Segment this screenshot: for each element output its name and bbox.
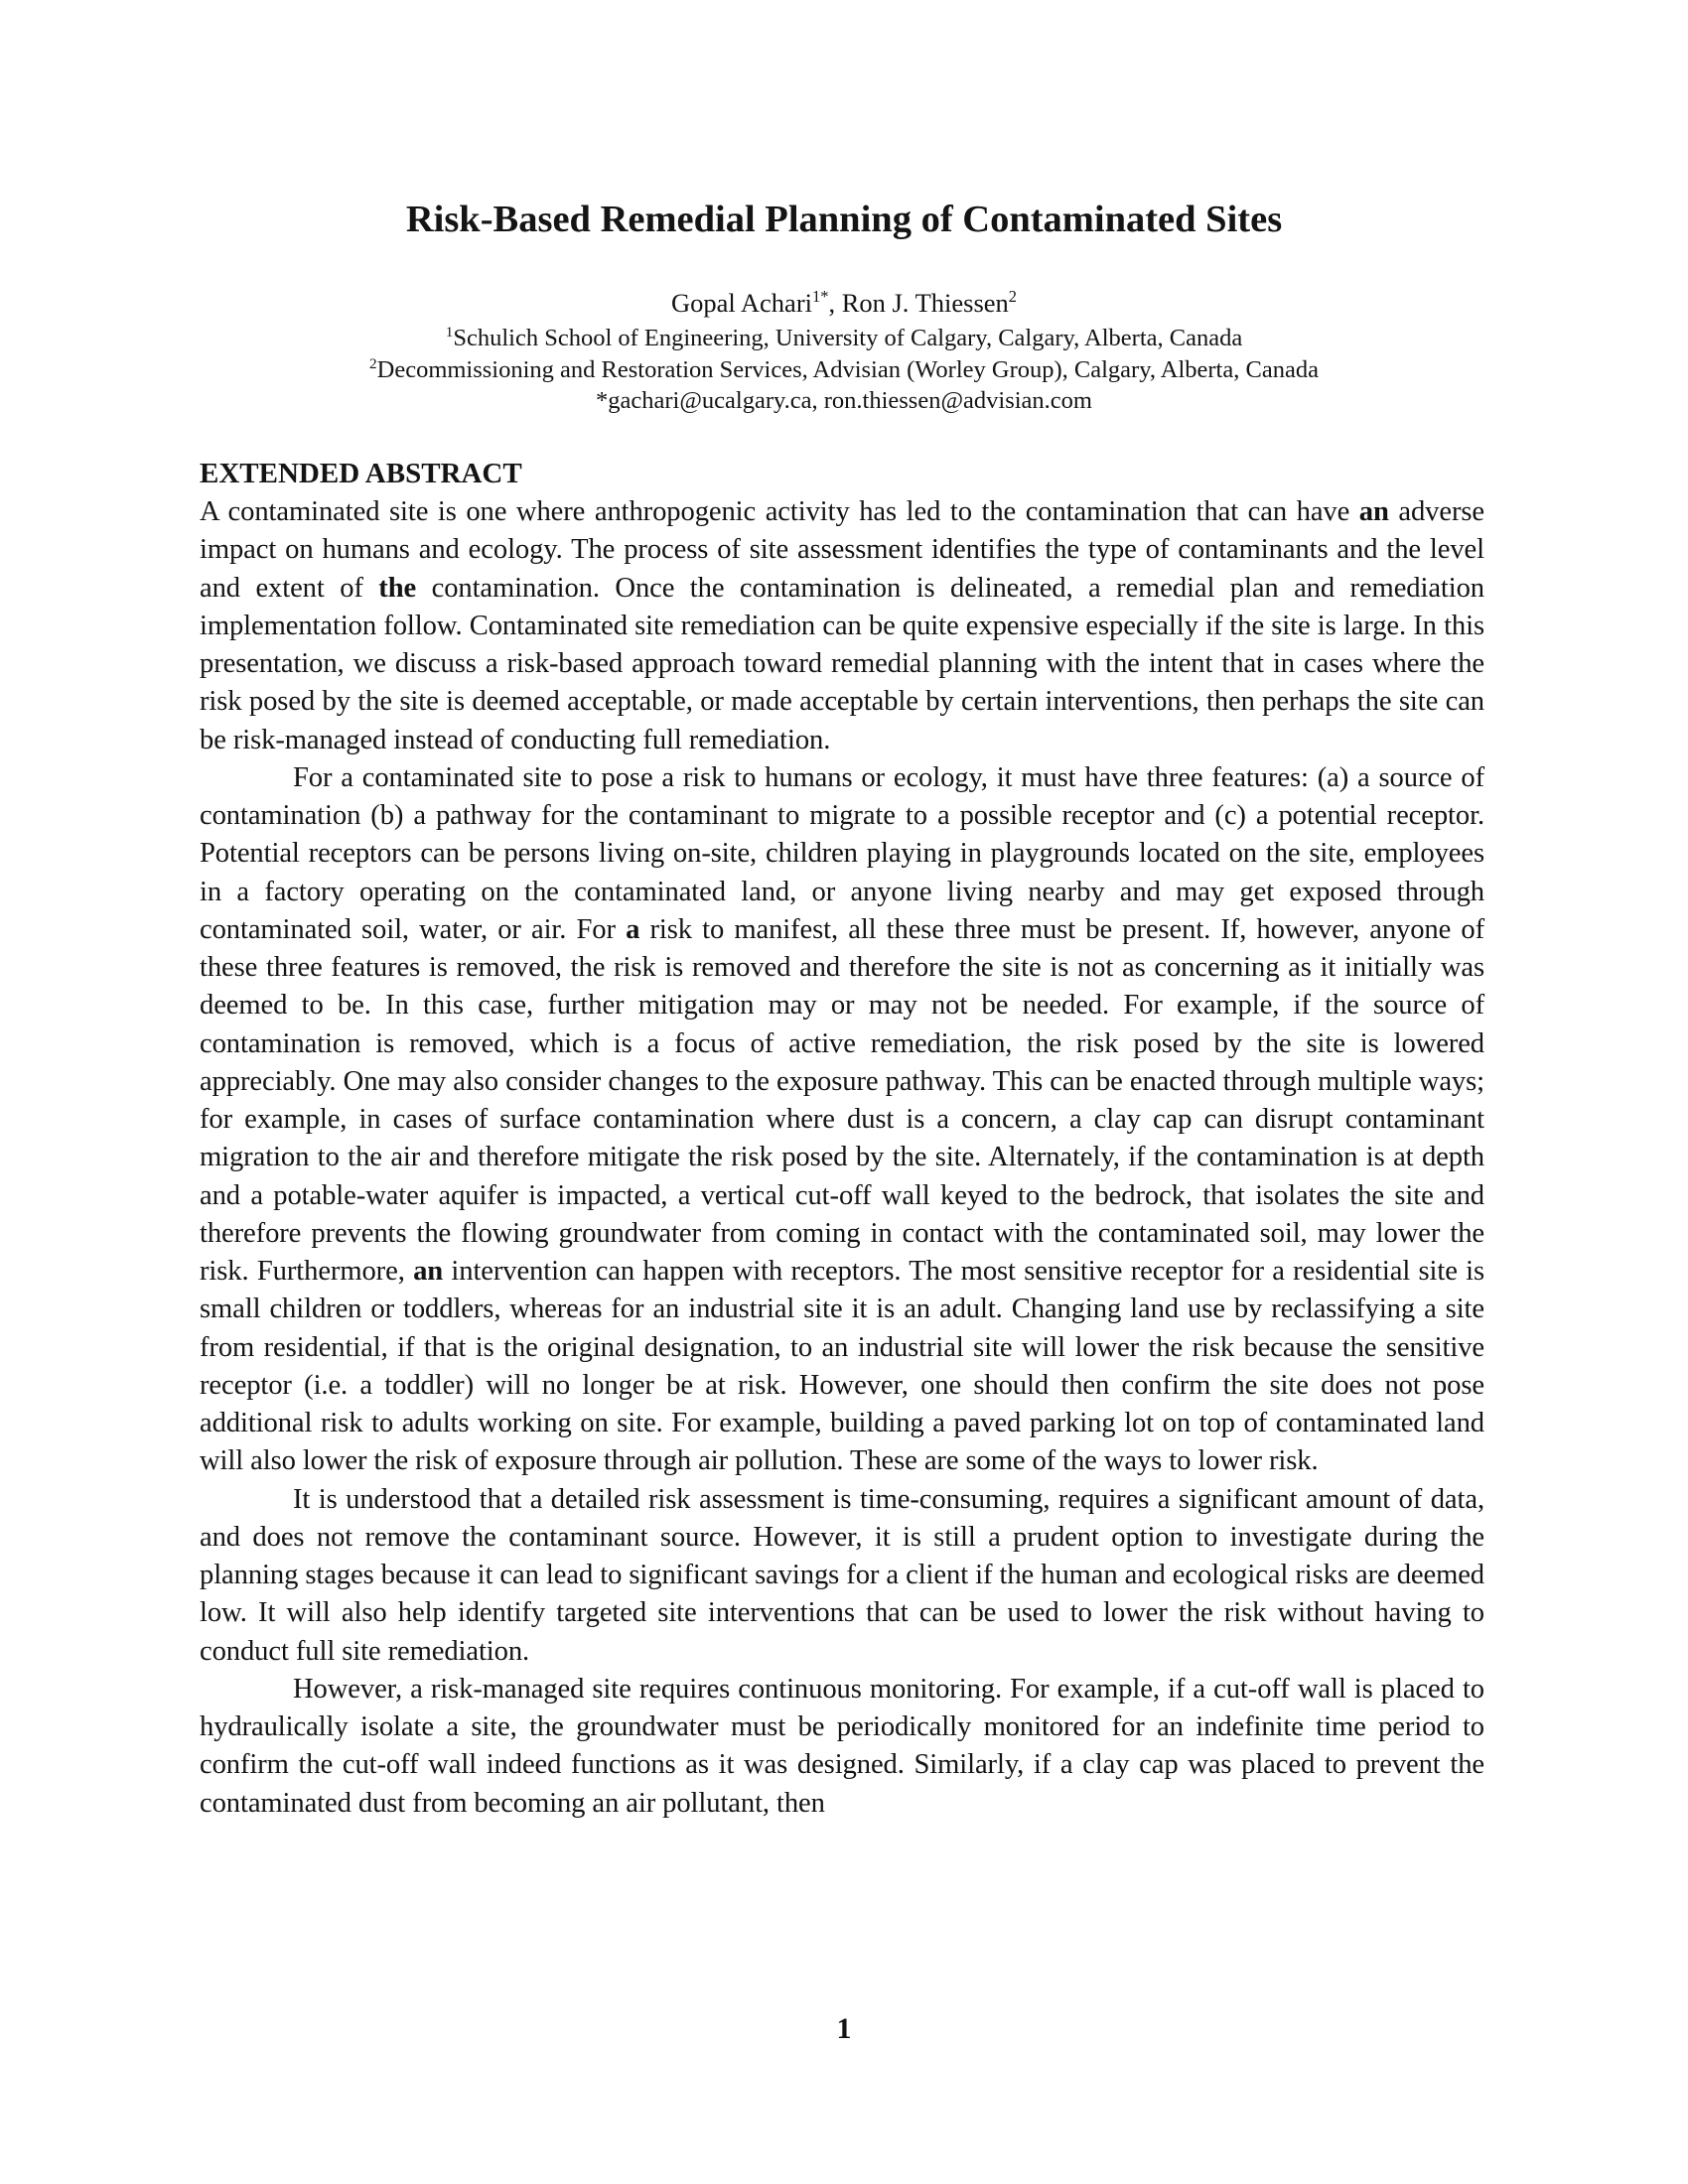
- bold-text-run: an: [413, 1256, 444, 1287]
- author-name: Gopal Achari: [670, 288, 813, 318]
- bold-text-run: a: [626, 913, 640, 945]
- text-run: A contaminated site is one where anthropogenic activity has led to the contamination that can have: [200, 496, 1359, 527]
- author-separator: ,: [828, 288, 842, 318]
- abstract-body: [200, 493, 1484, 1823]
- text-run: risk to manifest, all these three must be present. If, however, anyone of these three features is removed, the risk is removed and therefore the site is not as concerning as it initially was deemed to be. In this case, further mitigation may or may not be needed. For example, if the source of contamination is removed, which is a focus of active remediation, the risk posed by the site is lowered appreciably. One may also consider changes to the exposure pathway. This can be enacted through multiple ways; for example, in cases of surface contamination where dust is a concern, a clay cap can disrupt contaminant migration to the air and therefore mitigate the risk posed by the site. Alternately, if the contamination is at depth and a potable-water aquifer is impacted, a vertical cut-off wall keyed to the bedrock, that isolates the site and therefore prevents the flowing groundwater from coming in contact with the contaminated soil, may lower the risk. Furthermore,: [200, 913, 1484, 1287]
- paragraph: [200, 759, 1484, 1481]
- bold-text-run: the: [378, 572, 417, 604]
- text-run: For a contaminated site to pose a risk to humans or ecology, it must have three features: (a) a source of contamination (b) a pathway for the contaminant to migrate to a possible receptor and (c) a potential receptor. Potential receptors can be persons living on-site, children playing in playgrounds located on the site, employees in a factory operating on the contaminated land, or anyone living nearby and may get exposed through contaminated soil, water, or air. For: [200, 761, 1484, 945]
- paragraph: [200, 493, 1484, 759]
- author-line: [0, 286, 1688, 320]
- paragraph: However, a risk-managed site requires continuous monitoring. For example, if a cut-off wall is placed to hydraulically isolate a site, the groundwater must be periodically monitored for an indefinite time period to confirm the cut-off wall indeed functions as it was designed. Similarly, if a clay cap was placed to prevent the contaminated dust from becoming an air pollutant, then: [200, 1673, 1484, 1819]
- paper-title: Risk-Based Remedial Planning of Contaminated Sites: [405, 199, 1283, 240]
- text-run: intervention can happen with receptors. The most sensitive receptor for a residential site is small children or toddlers, whereas for an industrial site it is an adult. Changing land use by reclassifying a site from residential, if that is the original designation, to an industrial site will lower the risk because the sensitive receptor (i.e. a toddler) will no longer be at risk. However, one should then confirm the site does not pose additional risk to adults working on site. For example, building a paved parking lot on top of contaminated land will also lower the risk of exposure through air pollution. These are some of the ways to lower risk.: [200, 1256, 1484, 1477]
- affiliation: [0, 355, 1688, 385]
- bold-text-run: an: [1358, 496, 1389, 527]
- text-run: contamination. Once the contamination is delineated, a remedial plan and remediation implementation follow. Contaminated site remediation can be quite expensive especially if the site is large. In this presentation, we discuss a risk-based approach toward remedial planning with the intent that in cases where the risk posed by the site is deemed acceptable, or made acceptable by certain interventions, then perhaps the site can be risk-managed instead of conducting full remediation.: [200, 572, 1484, 755]
- contact-emails: *gachari@ucalgary.ca, ron.thiessen@advisian.com: [595, 387, 1092, 414]
- affiliation-text: Decommissioning and Restoration Services, Advisian (Worley Group), Calgary, Alberta, Canada: [376, 356, 1319, 383]
- page-number: 1: [836, 2012, 852, 2045]
- author-affiliation-mark: 2: [1008, 287, 1017, 307]
- affiliation-mark: 1: [445, 323, 454, 341]
- section-heading: EXTENDED ABSTRACT: [200, 458, 522, 489]
- affiliation: [0, 324, 1688, 353]
- author-affiliation-mark: 1*: [812, 287, 829, 307]
- affiliation-text: Schulich School of Engineering, University of Calgary, Calgary, Alberta, Canada: [453, 325, 1243, 351]
- affiliation-mark: 2: [369, 354, 377, 372]
- author-name: Ron J. Thiessen: [841, 288, 1009, 318]
- paragraph: It is understood that a detailed risk assessment is time-consuming, requires a significant amount of data, and does not remove the contaminant source. However, it is still a prudent option to investigate during the planning stages because it can lead to significant savings for a client if the human and ecological risks are deemed low. It will also help identify targeted site interventions that can be used to lower the risk without having to conduct full site remediation.: [200, 1483, 1484, 1667]
- text-run: adverse impact on humans and ecology. The process of site assessment identifies the type of contaminants and the level and extent of: [200, 496, 1485, 604]
